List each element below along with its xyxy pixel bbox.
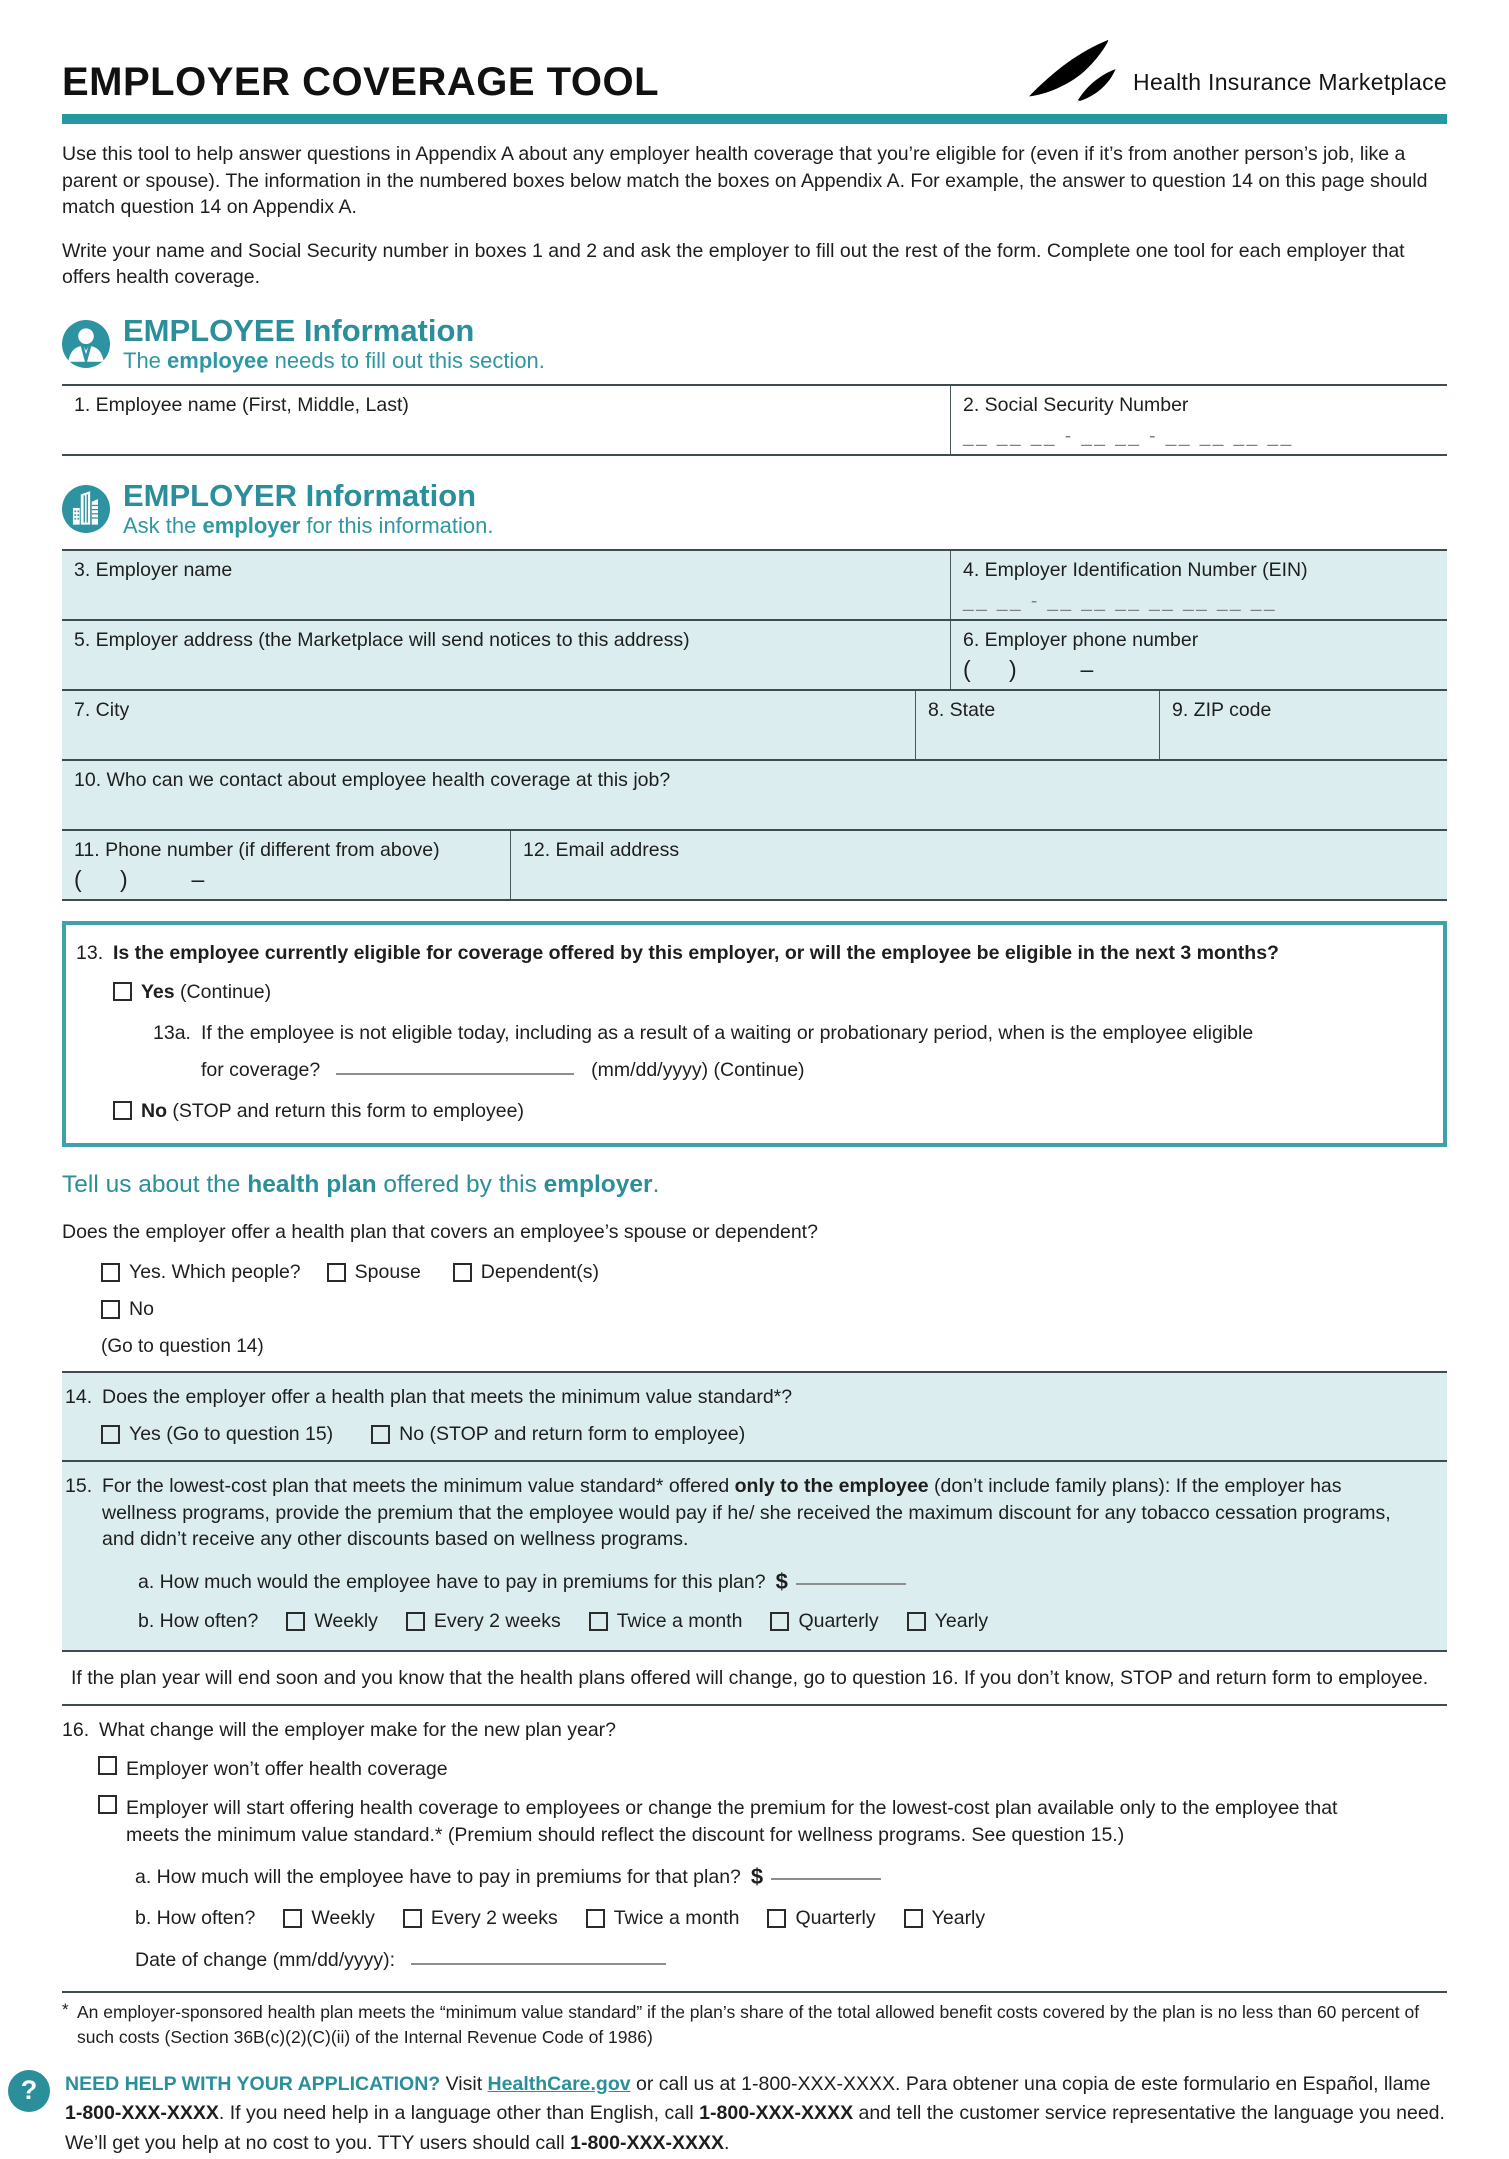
q16-every2weeks-label: Every 2 weeks [430,1907,558,1929]
q16b-label: b. How often? [135,1907,256,1929]
ssn-blanks[interactable]: __ __ __ - __ __ - __ __ __ __ [963,425,1294,447]
question-13a-text: If the employee is not eligible today, including as a result of a waiting or probationary period, when is the employee eligible [201,1022,1254,1045]
q13a-for-coverage-label: for coverage? [201,1058,321,1081]
q15a-amount-input-line[interactable] [796,1580,906,1585]
field-employer-address[interactable] [62,621,950,689]
q16-weekly-label: Weekly [311,1907,375,1929]
spouse-dependent-options [101,1261,1447,1284]
spouse-dependent-question: Does the employer offer a health plan that covers an employee’s spouse or dependent? [62,1220,818,1243]
question-16-number: 16. [62,1718,90,1741]
employer-phone-blanks[interactable]: ( ) – [963,656,1094,683]
employer-section-header [62,477,1447,539]
marketplace-swoosh-icon [1025,40,1129,102]
checkbox-spouse[interactable] [327,1263,346,1282]
header-divider-bar [62,114,1447,124]
employee-name-label: 1. Employee name (First, Middle, Last) [74,393,409,416]
q13-no-option [113,1100,1427,1123]
checkbox-q16-twiceamonth[interactable] [586,1909,605,1928]
q13-yes-label: Yes [141,981,175,1004]
field-employee-name[interactable] [62,386,950,454]
page-title: EMPLOYER COVERAGE TOOL [62,60,659,104]
q16b-frequency-line [135,1907,1447,1930]
checkbox-dependents[interactable] [453,1263,472,1282]
question-13-text: Is the employee currently eligible for coverage offered by this employer, or will the employee be eligible in the next 3 months? [113,942,1279,965]
checkbox-q15-quarterly[interactable] [770,1612,789,1631]
q13-yes-note: (Continue) [174,981,272,1004]
q13a-date-input-line[interactable] [336,1070,574,1075]
question-16 [62,1704,1447,1972]
minimum-value-footnote [62,1991,1447,2050]
field-ssn[interactable] [950,386,1447,454]
dollar-sign: $ [775,1569,788,1595]
field-contact-phone[interactable] [62,831,510,899]
q15a-label: a. How much would the employee have to pay in premiums for this plan? [138,1570,766,1593]
email-label: 12. Email address [523,839,680,862]
q16-option-1 [98,1756,1447,1782]
q16a-amount-input-line[interactable] [771,1875,881,1880]
q16a-premium-line [135,1864,1447,1890]
employer-phone-label: 6. Employer phone number [963,629,1199,652]
field-city[interactable] [62,691,915,759]
question-16-text: What change will the employer make for the new plan year? [99,1718,617,1741]
checkbox-q15-twiceamonth[interactable] [589,1612,608,1631]
question-13a [151,1020,1427,1083]
q15-every2weeks-label: Every 2 weeks [433,1610,561,1633]
employee-section-subtitle: The employee needs to fill out this section. [123,347,545,373]
contact-phone-blanks[interactable]: ( ) – [74,866,205,893]
checkbox-q16-every2weeks[interactable] [403,1909,422,1928]
q15-yearly-label: Yearly [934,1610,989,1633]
city-label: 7. City [74,699,130,722]
checkbox-q14-yes[interactable] [101,1425,120,1444]
q13-yes-option [113,981,1427,1004]
q14-no-label: No (STOP and return form to employee) [399,1423,746,1446]
q14-options [101,1423,1437,1446]
checkbox-yes-which-people[interactable] [101,1263,120,1282]
q13-no-note: (STOP and return this form to employee) [167,1099,524,1122]
checkbox-q16-weekly[interactable] [283,1909,302,1928]
marketplace-logo [1025,40,1447,102]
field-employer-phone[interactable] [950,621,1447,689]
q16-option-1-label: Employer won’t offer health coverage [126,1758,448,1781]
plan-year-note: If the plan year will end soon and you know that the health plans offered will change, go to question 16. If you don’t know, STOP and return form to employee. [71,1667,1429,1690]
help-phone-language: 1-800-XXX-XXXX [699,2102,854,2125]
question-13a-number: 13a. [153,1022,191,1045]
q16-option-2-label: Employer will start offering health coverage to employees or change the premium for the lowest-cost plan available only to the employee that meets the minimum value standard.* (Premium should reflect the discount for wellness programs. See question 15.) [126,1797,1338,1846]
q16-yearly-label: Yearly [931,1907,986,1929]
field-ein[interactable] [950,551,1447,619]
field-zip[interactable] [1159,691,1447,759]
employee-section-header [62,312,1447,374]
contact-phone-label: 11. Phone number (if different from above) [74,839,440,862]
date-of-change-label: Date of change (mm/dd/yyyy): [135,1949,396,1971]
date-of-change-line [135,1949,1447,1972]
healthcare-gov-link[interactable]: HealthCare.gov [487,2072,631,2095]
q14-q15-shaded-area [62,1371,1447,1652]
field-contact[interactable] [62,761,1447,829]
help-heading: NEED HELP WITH YOUR APPLICATION? [65,2072,441,2095]
health-plan-heading: Tell us about the health plan offered by this employer. [62,1170,660,1198]
q16-option-2 [98,1795,1447,1848]
q14-yes-label: Yes (Go to question 15) [129,1423,334,1446]
field-employer-name[interactable] [62,551,950,619]
checkbox-q13-yes[interactable] [113,982,132,1001]
help-phone-tty: 1-800-XXX-XXXX [570,2131,725,2154]
employer-name-label: 3. Employer name [74,559,233,582]
contact-label: 10. Who can we contact about employee health coverage at this job? [74,769,671,792]
ssn-label: 2. Social Security Number [963,393,1189,416]
buildings-icon [62,485,110,533]
question-13-box [62,921,1447,1147]
dollar-sign: $ [750,1864,764,1889]
footnote-asterisk: * [62,2000,69,2019]
q15a-premium-line [138,1569,1437,1595]
checkbox-q16-no-coverage[interactable] [98,1756,117,1775]
yes-which-people-label: Yes. Which people? [129,1260,301,1283]
question-13-number: 13. [76,942,104,965]
checkbox-q15-every2weeks[interactable] [406,1612,425,1631]
question-13 [74,940,1427,966]
employee-table [62,384,1447,456]
hp-no-label: No [129,1297,154,1320]
q15-quarterly-label: Quarterly [798,1610,879,1633]
footnote-text: An employer-sponsored health plan meets the “minimum value standard” if the plan’s share of the total allowed benefit costs covered by the plan is no less than 60 percent of such costs (Section 36B(c)(2)(C)(ii) of the Internal Revenue Code of 1986) [77,2002,1420,2047]
q15b-label: b. How often? [138,1610,259,1633]
q13a-date-format-note: (mm/dd/yyyy) (Continue) [591,1058,805,1081]
q16a-label: a. How much will the employee have to pay in premiums for that plan? [135,1865,741,1888]
help-section [8,2070,1447,2159]
q16-quarterly-label: Quarterly [795,1907,876,1929]
q16-twiceamonth-label: Twice a month [613,1907,740,1929]
question-15 [62,1462,1447,1650]
employer-table [62,549,1447,901]
ein-label: 4. Employer Identification Number (EIN) [963,559,1308,582]
q15-weekly-label: Weekly [314,1610,378,1633]
question-13a-date-line [201,1057,1253,1083]
checkbox-q16-yearly[interactable] [904,1909,923,1928]
checkbox-hp-no[interactable] [101,1300,120,1319]
marketplace-logo-text: Health Insurance Marketplace [1133,69,1447,95]
checkbox-q13-no[interactable] [113,1101,132,1120]
help-phone-spanish: 1-800-XXX-XXXX [65,2102,219,2125]
employer-section-title: EMPLOYER Information [123,477,477,513]
question-14-number: 14. [65,1385,93,1408]
ein-blanks[interactable]: __ __ - __ __ __ __ __ __ __ [963,591,1278,613]
question-15-text: For the lowest-cost plan that meets the minimum value standard* offered only to the employee (don’t include family plans): If the employer has wellness programs, provide the premium that the employee would pay if he/ she received the maximum discount for any tobacco cessation programs, and didn’t receive any other discounts based on wellness programs. [102,1475,1391,1550]
employer-address-label: 5. Employer address (the Marketplace will send notices to this address) [74,629,690,652]
question-mark-icon: ? [8,2070,50,2112]
header [62,0,1447,102]
q15-twiceamonth-label: Twice a month [616,1610,743,1633]
question-15-number: 15. [65,1475,93,1498]
q15b-frequency-line [138,1610,1437,1633]
spouse-dependent-no-option [101,1298,1447,1321]
checkbox-q16-quarterly[interactable] [767,1909,786,1928]
field-email[interactable] [510,831,1447,899]
goto-question-14-note: (Go to question 14) [101,1335,264,1357]
zip-label: 9. ZIP code [1172,699,1272,722]
intro-paragraph-1: Use this tool to help answer questions in Appendix A about any employer health coverage that you’re eligible for (even if it’s from another person’s job, like a parent or spouse). The information in the numbered boxes below match the boxes on Appendix A. For example, the answer to question 14 on this page should match question 14 on Appendix A. [62,143,1428,219]
question-14 [62,1373,1447,1462]
intro-paragraph-2: Write your name and Social Security number in boxes 1 and 2 and ask the employer to fill out the rest of the form. Complete one tool for each employer that offers health coverage. [62,239,1405,289]
question-14-text: Does the employer offer a health plan that meets the minimum value standard*? [102,1385,793,1408]
spouse-label: Spouse [354,1260,421,1283]
dependents-label: Dependent(s) [480,1260,599,1283]
checkbox-q16-start-or-change[interactable] [98,1795,117,1814]
state-label: 8. State [928,699,996,722]
q13-no-label: No [141,1099,167,1122]
checkbox-q15-yearly[interactable] [907,1612,926,1631]
field-state[interactable] [915,691,1159,759]
employer-section-subtitle: Ask the employer for this information. [123,513,494,539]
help-text: NEED HELP WITH YOUR APPLICATION? Visit HealthCare.gov or call us at 1-800-XXX-XXXX. Para obtener una copia de este formulario en Español, llame 1-800-XXX-XXXX. If you need help in a language other than English, call 1-800-XXX-XXXX and tell the customer service representative the language you need. We’ll get you help at no cost to you. TTY users should call 1-800-XXX-XXXX. [65,2072,1445,2154]
checkbox-q15-weekly[interactable] [286,1612,305,1631]
checkbox-q14-no[interactable] [371,1425,390,1444]
person-icon [62,320,110,368]
employee-section-title: EMPLOYEE Information [123,312,475,348]
